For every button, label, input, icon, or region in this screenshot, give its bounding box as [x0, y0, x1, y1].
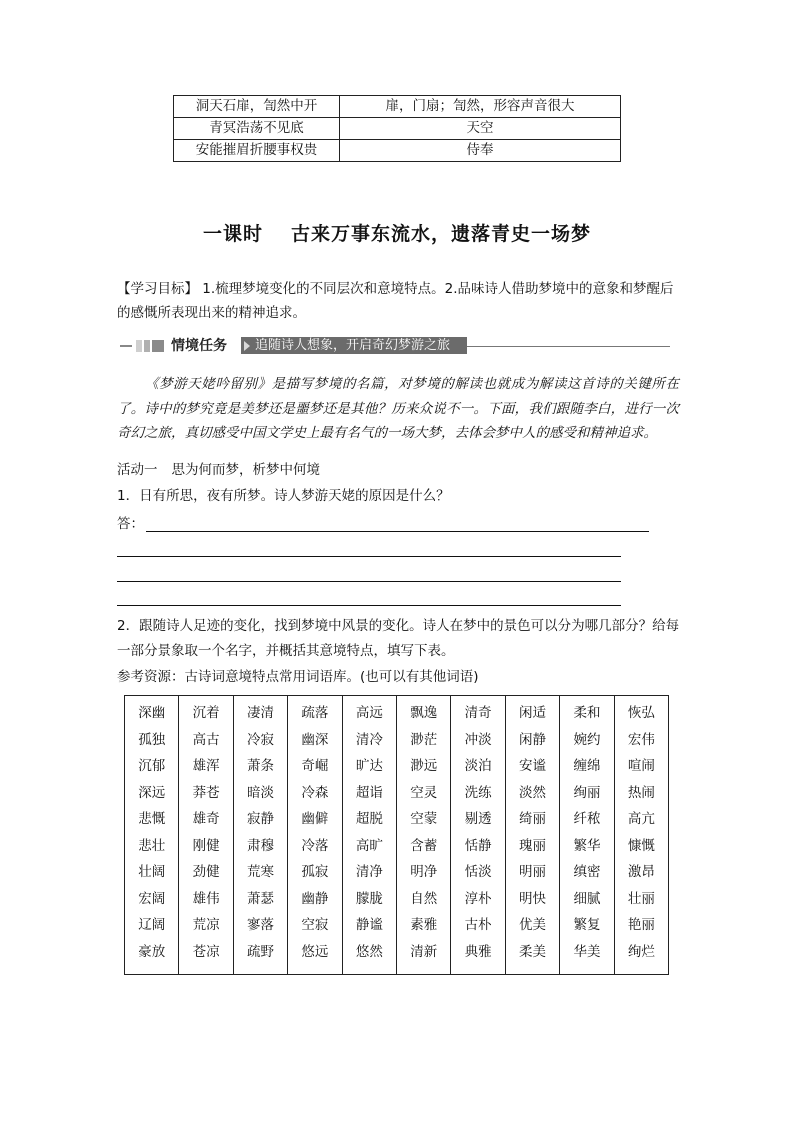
word-cell: 绚烂	[627, 943, 655, 960]
word-cell: 冷寂	[247, 731, 275, 748]
word-cell: 冲淡	[464, 731, 492, 748]
word-cell: 萧条	[247, 758, 275, 774]
word-cell: 沉郁	[138, 758, 166, 774]
word-cell: 壮丽	[627, 890, 655, 907]
word-cell: 典雅	[464, 943, 492, 960]
word-cell: 恬静	[464, 837, 492, 854]
word-cell: 高旷	[355, 837, 383, 854]
word-cell: 雄浑	[192, 758, 220, 774]
word-cell: 清净	[355, 864, 383, 880]
word-cell: 幽深	[301, 731, 329, 748]
word-cell: 瑰丽	[519, 837, 547, 854]
goals-tag: 【学习目标】	[117, 281, 198, 297]
word-cell: 冷森	[301, 784, 329, 801]
question-1: 1．日有所思，夜有所梦。诗人梦游天姥的原因是什么？	[117, 488, 450, 504]
triangle-right-icon	[244, 341, 250, 351]
word-column	[560, 696, 614, 974]
word-cell: 清冷	[355, 731, 383, 748]
word-cell: 旷达	[355, 758, 383, 774]
word-cell: 空寂	[301, 917, 329, 933]
word-cell: 壮阔	[138, 864, 166, 880]
word-cell: 孤独	[138, 731, 166, 748]
word-cell: 柔和	[573, 705, 601, 721]
answer-line[interactable]	[117, 556, 621, 557]
goals-text: 1.梳理梦境变化的不同层次和意境特点。2.品味诗人借助梦境中的意象和梦醒后的感慨所表现出来的精神追求。	[117, 281, 674, 321]
word-cell: 深远	[138, 784, 166, 801]
word-column	[397, 696, 451, 974]
reference-note: 参考资源：古诗词意境特点常用词语库。(也可以有其他词语)	[117, 669, 479, 685]
word-cell: 热闹	[627, 784, 655, 801]
word-cell: 慷慨	[627, 837, 655, 854]
banner-square-icon	[152, 340, 164, 352]
word-cell: 苍凉	[192, 943, 220, 960]
word-cell: 闲适	[519, 705, 547, 721]
word-cell: 喧闹	[627, 758, 655, 774]
word-cell: 繁华	[573, 837, 601, 854]
word-cell: 肃穆	[247, 837, 275, 854]
word-cell: 高古	[192, 731, 220, 748]
word-cell: 激昂	[627, 864, 655, 880]
word-cell: 缜密	[573, 864, 601, 880]
word-cell: 素雅	[410, 917, 438, 933]
word-cell: 淡泊	[464, 758, 492, 774]
banner-rule	[467, 346, 670, 347]
banner-subtitle: 追随诗人想象，开启奇幻梦游之旅	[255, 338, 451, 353]
word-cell: 淡然	[519, 784, 547, 801]
word-column	[179, 696, 233, 974]
word-cell: 闲静	[519, 731, 547, 748]
word-cell: 婉约	[573, 731, 601, 748]
word-cell: 沉着	[192, 705, 220, 721]
word-cell: 渺茫	[410, 731, 438, 748]
word-cell: 静谧	[355, 917, 383, 933]
word-cell: 幽僻	[301, 811, 329, 827]
word-cell: 细腻	[573, 890, 601, 907]
word-cell: 凄清	[247, 705, 275, 721]
table-row	[174, 140, 621, 162]
word-cell: 洗练	[464, 784, 492, 801]
table-row	[174, 96, 621, 118]
answer-line[interactable]	[146, 531, 649, 532]
situation-task-banner	[117, 337, 670, 355]
word-bank-table	[124, 695, 669, 975]
word-cell: 暗淡	[247, 784, 275, 801]
word-cell: 明快	[519, 890, 547, 907]
learning-goals	[117, 277, 677, 325]
word-cell: 绮丽	[519, 811, 547, 827]
word-column	[234, 696, 288, 974]
word-cell: 清新	[410, 943, 438, 960]
word-cell: 渺远	[410, 758, 438, 774]
word-cell: 艳丽	[627, 917, 655, 933]
word-cell: 纤秾	[573, 811, 601, 827]
question-2: 2．跟随诗人足迹的变化，找到梦境中风景的变化。诗人在梦中的景色可以分为哪几部分？给每一部分景象取一个名字，并概括其意境特点，填写下表。	[117, 618, 680, 659]
word-cell: 恬淡	[464, 864, 492, 880]
word-cell: 安谧	[519, 758, 547, 774]
intro-paragraph	[117, 372, 679, 446]
word-cell: 古朴	[464, 917, 492, 933]
answer-line[interactable]	[117, 605, 621, 606]
activity-heading	[117, 458, 320, 482]
word-cell: 华美	[573, 943, 601, 960]
word-cell: 奇崛	[301, 758, 329, 774]
meaning-cell: 侍奉	[340, 140, 621, 162]
word-cell: 莽苍	[192, 784, 220, 801]
word-column	[451, 696, 505, 974]
answer-label: 答：	[117, 516, 144, 532]
word-cell: 超诣	[355, 784, 383, 801]
phrase-cell: 安能摧眉折腰事权贵	[174, 140, 340, 162]
word-cell: 恢弘	[627, 705, 655, 721]
intro-text: 《梦游天姥吟留别》是描写梦境的名篇，对梦境的解读也就成为解读这首诗的关键所在了。诗中的梦究竟是美梦还是噩梦还是其他？历来众说不一。下面，我们跟随李白，进行一次奇幻之旅，真切感受中国文学史上最有名气的一场大梦，去体会梦中人的感受和精神追求。	[117, 376, 679, 441]
banner-dash	[120, 345, 132, 347]
word-cell: 悲壮	[138, 837, 166, 854]
word-cell: 宏阔	[138, 890, 166, 907]
word-cell: 萧瑟	[247, 890, 275, 907]
word-cell: 高亢	[627, 811, 655, 827]
word-cell: 幽静	[301, 890, 329, 907]
phrase-cell: 青冥浩荡不见底	[174, 118, 340, 140]
word-cell: 清奇	[464, 705, 492, 721]
word-cell: 宏伟	[627, 731, 655, 748]
word-cell: 空灵	[410, 784, 438, 801]
banner-square-icon	[136, 340, 142, 352]
word-cell: 劲健	[192, 864, 220, 880]
word-column	[288, 696, 342, 974]
word-cell: 朦胧	[355, 890, 383, 907]
word-column	[125, 696, 179, 974]
word-cell: 疏落	[301, 705, 329, 721]
word-cell: 柔美	[519, 943, 547, 960]
word-cell: 明丽	[519, 864, 547, 880]
word-column	[343, 696, 397, 974]
word-cell: 绚丽	[573, 784, 601, 801]
word-cell: 刚健	[192, 837, 220, 854]
lesson-heading: 古来万事东流水，遗落青史一场梦	[291, 223, 592, 245]
word-cell: 悠远	[301, 943, 329, 960]
word-cell: 高远	[355, 705, 383, 721]
gloss-table	[173, 95, 621, 162]
table-row	[174, 118, 621, 140]
activity-label: 活动一	[117, 462, 158, 478]
lesson-title	[0, 219, 794, 246]
word-cell: 冷落	[301, 837, 329, 854]
word-cell: 缠绵	[573, 758, 601, 774]
word-cell: 明净	[410, 864, 438, 880]
word-cell: 深幽	[138, 705, 166, 721]
word-cell: 雄奇	[192, 811, 220, 827]
word-column	[615, 696, 668, 974]
word-cell: 优美	[519, 917, 547, 933]
banner-label: 情境任务	[171, 338, 227, 354]
answer-line[interactable]	[117, 581, 621, 582]
word-cell: 辽阔	[138, 917, 166, 933]
word-cell: 荒凉	[192, 917, 220, 933]
word-cell: 剔透	[464, 811, 492, 827]
banner-square-icon	[144, 340, 150, 352]
word-cell: 飘逸	[410, 705, 438, 721]
word-cell: 繁复	[573, 917, 601, 933]
word-cell: 疏野	[247, 943, 275, 960]
word-cell: 空蒙	[410, 811, 438, 827]
meaning-cell: 扉，门扇；訇然，形容声音很大	[340, 96, 621, 118]
word-cell: 雄伟	[192, 890, 220, 907]
word-cell: 荒寒	[247, 864, 275, 880]
banner-subtitle-box	[241, 337, 467, 354]
meaning-cell: 天空	[340, 118, 621, 140]
word-cell: 悠然	[355, 943, 383, 960]
phrase-cell: 洞天石扉，訇然中开	[174, 96, 340, 118]
word-cell: 含蓄	[410, 837, 438, 854]
word-cell: 悲慨	[138, 811, 166, 827]
word-cell: 淳朴	[464, 890, 492, 907]
word-column	[506, 696, 560, 974]
activity-title: 思为何而梦，析梦中何境	[171, 462, 320, 478]
word-cell: 超脱	[355, 811, 383, 827]
word-cell: 寂静	[247, 811, 275, 827]
word-cell: 孤寂	[301, 864, 329, 880]
lesson-period: 一课时	[202, 223, 263, 245]
word-cell: 寥落	[247, 917, 275, 933]
word-cell: 豪放	[138, 943, 166, 960]
word-cell: 自然	[410, 890, 438, 907]
